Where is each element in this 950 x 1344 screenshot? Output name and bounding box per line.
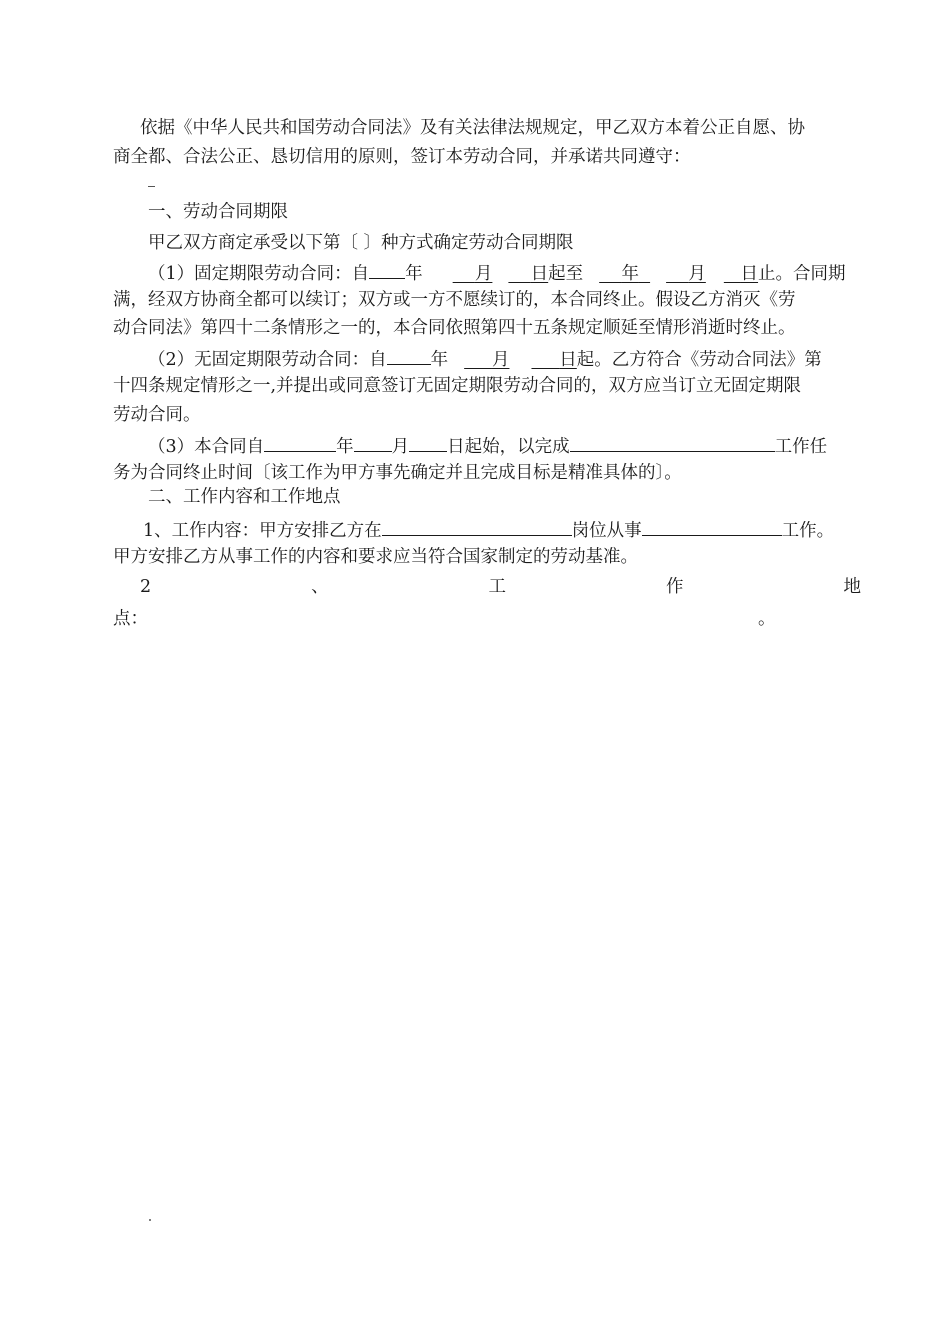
blank-work[interactable] [642, 518, 782, 536]
intro-line-2: 商全都、合法公正、恳切信用的原则，签订本劳动合同，并承诺共同遵守： [113, 147, 691, 167]
work-content-line-2: 甲方安排乙方从事工作的内容和要求应当符合国家制定的劳动基准。 [113, 547, 638, 567]
footer-dot [149, 1219, 151, 1221]
blank-task[interactable] [570, 434, 775, 452]
intro-line-1: 依据《中华人民共和国劳动合同法》及有关法律法规规定，甲乙双方本着公正自愿、协 [140, 118, 805, 138]
fixed-term-line-3: 动合同法》第四十二条情形之一的，本合同依照第四十五条规定顺延至情形消逝时终止。 [113, 318, 796, 338]
blank-year[interactable] [369, 261, 405, 279]
task-term-line-1: （3）本合同自 年 月 日起始，以完成 工作任 [148, 434, 861, 456]
blank-day[interactable] [409, 434, 447, 452]
open-term-line-3: 劳动合同。 [113, 405, 201, 425]
section-2-title: 二、工作内容和工作地点 [148, 487, 341, 507]
term-choice-line: 甲乙双方商定承受以下第〔 〕种方式确定劳动合同期限 [148, 233, 574, 253]
work-location-line-2: 点： 。 [113, 609, 776, 629]
fixed-term-line-1: （1）固定期限劳动合同：自 年 月 日起至 年 月 日止。合同期 [148, 261, 861, 283]
work-content-line-1: 1、工作内容：甲方安排乙方在 岗位从事 工作。 [143, 518, 861, 540]
fixed-term-line-2: 满，经双方协商全都可以续订；双方或一方不愿续订的，本合同终止。假设乙方消灭《劳 [113, 290, 796, 310]
blank-position[interactable] [382, 518, 572, 536]
open-term-line-1: （2）无固定期限劳动合同：自 年 月 日起。乙方符合《劳动合同法》第 [148, 347, 861, 369]
placeholder-mark [148, 186, 155, 187]
task-term-line-2: 务为合同终止时间〔该工作为甲方事先确定并且完成目标是精准具体的〕。 [113, 463, 682, 483]
blank-year[interactable] [264, 434, 336, 452]
work-location-line-1: 2 、 工 作 地 [140, 577, 861, 597]
open-term-line-2: 十四条规定情形之一,并提出或同意签订无固定期限劳动合同的，双方应当订立无固定期限 [113, 376, 802, 396]
blank-year[interactable] [387, 347, 431, 365]
blank-month[interactable] [354, 434, 392, 452]
section-1-title: 一、劳动合同期限 [148, 202, 288, 222]
